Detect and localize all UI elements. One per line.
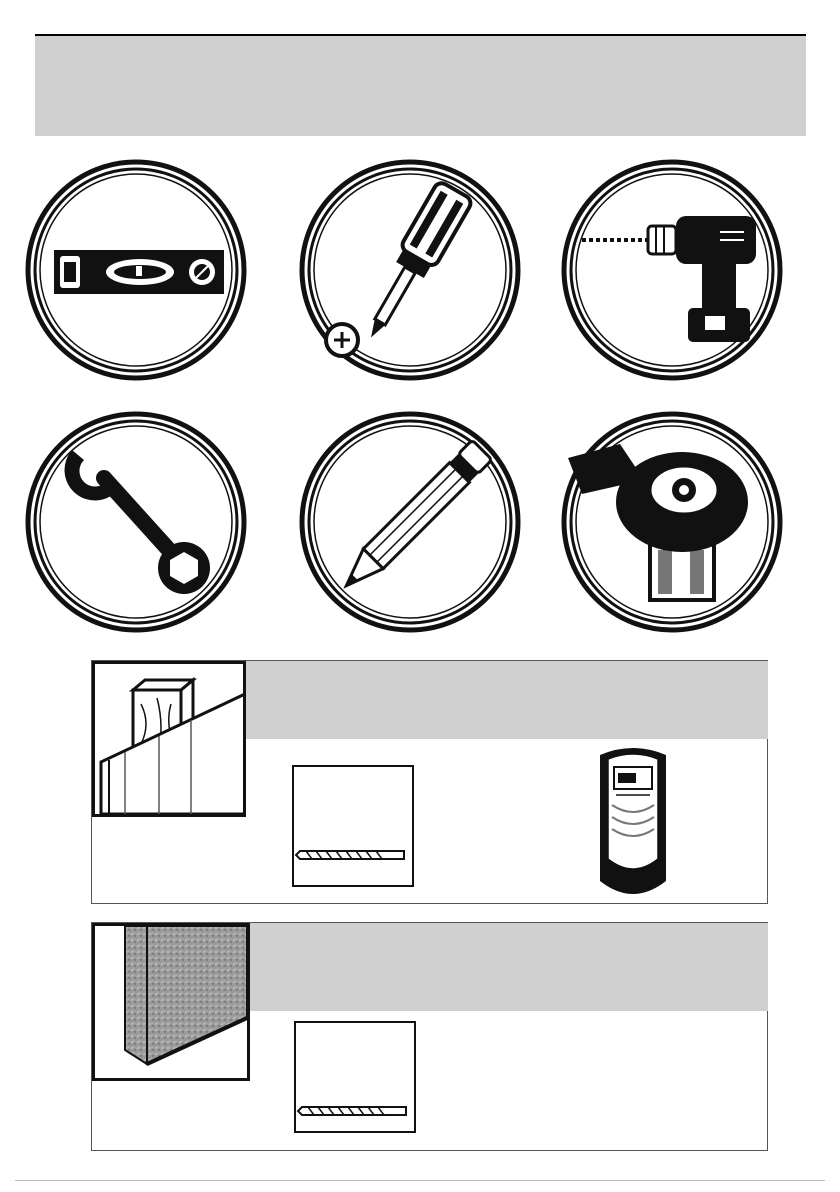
wrench-icon [24, 410, 248, 634]
tool-level [24, 158, 248, 382]
wood-stud-wall-thumb [92, 661, 246, 817]
drill-bit-icon [296, 1023, 414, 1131]
solid-wall-panel-band [248, 923, 768, 1011]
tool-screwdriver [298, 158, 522, 382]
spirit-level-icon [24, 158, 248, 382]
tool-drill [560, 158, 784, 382]
bottom-rule [15, 1180, 825, 1181]
solid-wall-icon [95, 926, 247, 1078]
drill-bit-icon [294, 767, 412, 885]
socket-wrench-icon [560, 410, 784, 634]
tool-socket-wrench [560, 410, 784, 634]
stud-finder-icon [592, 745, 674, 899]
stud-finder [592, 745, 674, 899]
solid-wall-thumb [92, 923, 250, 1081]
drill-bit-card-wood [292, 765, 414, 887]
wood-wall-panel-band [246, 661, 768, 739]
tool-wrench [24, 410, 248, 634]
wood-wall-panel [91, 660, 768, 904]
wood-stud-wall-icon [95, 664, 243, 814]
power-drill-icon [560, 158, 784, 382]
drill-bit-card-solid [294, 1021, 416, 1133]
tool-pencil [298, 410, 522, 634]
screwdriver-icon [298, 158, 522, 382]
header-band [35, 36, 806, 136]
solid-wall-panel [91, 922, 768, 1151]
pencil-icon [298, 410, 522, 634]
